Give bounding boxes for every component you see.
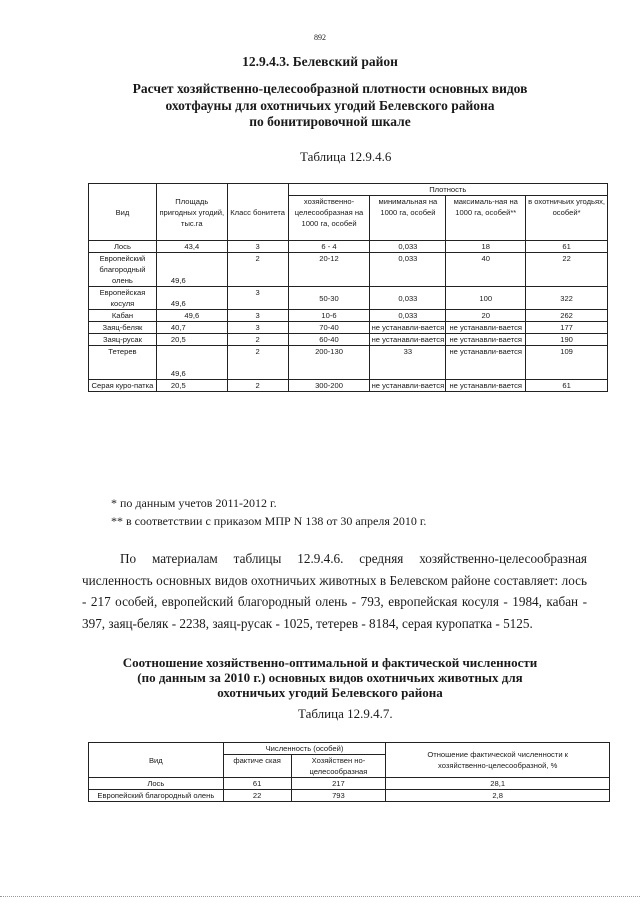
cell-max: не устанавли-вается <box>446 380 526 392</box>
table-row <box>89 334 608 346</box>
header-vid: Вид <box>89 184 157 241</box>
calc-title-line: охотфауны для охотничьих угодий Белевского района <box>165 97 495 113</box>
cell-econ: 300-200 <box>288 380 370 392</box>
cell-max: не устанавли-вается <box>446 346 526 380</box>
header-vid: Вид <box>89 743 224 778</box>
cell-max: 18 <box>446 241 526 253</box>
table-row <box>89 790 610 802</box>
cell-econ: 793 <box>291 790 386 802</box>
cell-vid: Лось <box>89 241 157 253</box>
cell-hunting: 109 <box>526 346 608 380</box>
cell-min: не устанавли-вается <box>371 381 445 390</box>
header-min: минимальная на 1000 га, особей <box>370 196 446 241</box>
cell-hunting: 61 <box>526 380 608 392</box>
table-header-row <box>89 743 610 755</box>
cell-class: 2 <box>227 380 288 392</box>
cell-class: 3 <box>227 322 288 334</box>
header-hunting: в охотничьих угодьях, особей* <box>526 196 608 241</box>
cell-vid: Европейская косуля <box>89 287 157 310</box>
cell-min: 0,033 <box>370 287 446 310</box>
cell-ratio: 28,1 <box>386 778 610 790</box>
cell-econ: 20-12 <box>288 253 370 287</box>
header-density: Плотность <box>288 184 607 196</box>
table1-caption: Таблица 12.9.4.6 <box>300 149 392 164</box>
header-area: Площадь пригодных угодий, тыс.га <box>156 184 227 241</box>
cell-ratio: 2,8 <box>386 790 610 802</box>
summary-paragraph <box>82 548 587 634</box>
header-count: Численность (особей) <box>223 743 386 755</box>
cell-max: 100 <box>446 287 526 310</box>
calc-title-line: Расчет хозяйственно-целесообразной плотности основных видов <box>132 81 528 96</box>
cell-vid: Кабан <box>89 310 157 322</box>
table-row <box>89 380 608 392</box>
page-number: 892 <box>314 33 326 42</box>
ratio-title-line: охотничьих угодий Белевского района <box>217 685 443 700</box>
header-econ: Хозяйствен но-целесообразная <box>291 755 386 778</box>
cell-max: 20 <box>446 310 526 322</box>
cell-econ: 10-6 <box>288 310 370 322</box>
cell-hunting: 190 <box>526 334 608 346</box>
cell-econ: 6 - 4 <box>288 241 370 253</box>
cell-hunting: 22 <box>526 253 608 287</box>
cell-vid: Тетерев <box>89 346 157 380</box>
cell-fact: 61 <box>223 778 291 790</box>
calc-title-line: по бонитировочной шкале <box>249 114 411 129</box>
header-ratio: Отношение фактической численности к хозяйственно-целесообразной, % <box>386 743 610 778</box>
cell-vid: Заяц-беляк <box>89 322 157 334</box>
cell-vid: Лось <box>89 778 224 790</box>
cell-min: 0,033 <box>370 241 446 253</box>
cell-area: 49,6 <box>156 287 227 310</box>
cell-econ: 70-40 <box>288 322 370 334</box>
ratio-title-line: Соотношение хозяйственно-оптимальной и фактической численности <box>122 655 538 670</box>
cell-class: 2 <box>227 334 288 346</box>
scan-edge-artifact <box>0 896 640 899</box>
cell-area: 49,6 <box>156 253 227 287</box>
table-header-row <box>89 184 608 196</box>
cell-econ: 50-30 <box>288 287 370 310</box>
cell-class: 3 <box>227 310 288 322</box>
cell-max: не устанавли-вается <box>446 334 526 346</box>
cell-area: 49,6 <box>156 346 227 380</box>
cell-hunting: 262 <box>526 310 608 322</box>
cell-max: 40 <box>446 253 526 287</box>
table-row <box>89 253 608 287</box>
cell-vid: Европейский благородный олень <box>89 790 224 802</box>
cell-econ: 60-40 <box>288 334 370 346</box>
cell-fact: 22 <box>223 790 291 802</box>
cell-area: 43,4 <box>156 241 227 253</box>
cell-class: 3 <box>227 241 288 253</box>
cell-econ: 217 <box>291 778 386 790</box>
table-row <box>89 322 608 334</box>
cell-area: 20,5 <box>156 380 227 392</box>
ratio-title <box>70 655 590 700</box>
cell-area: 49,6 <box>156 310 227 322</box>
cell-max: не устанавли-вается <box>446 322 526 334</box>
ratio-title-line: (по данным за 2010 г.) основных видов охотничьих животных для <box>137 670 523 685</box>
footnote: * по данным учетов 2011-2012 г. <box>111 496 277 510</box>
cell-hunting: 61 <box>526 241 608 253</box>
header-class: Класс бонитета <box>227 184 288 241</box>
cell-hunting: 322 <box>526 287 608 310</box>
cell-min: 0,033 <box>370 253 446 287</box>
cell-class: 2 <box>227 253 288 287</box>
cell-hunting: 177 <box>526 322 608 334</box>
header-fact: фактиче ская <box>223 755 291 778</box>
section-title: 12.9.4.3. Белевский район <box>242 54 398 69</box>
paragraph-text: По материалам таблицы 12.9.4.6. средняя хозяйственно-целесообразная численность основных видов охотничьих животных в Белевском районе составляет: лось - 217 особей, европейский благородный олень - 793, европейская косуля - 1984, кабан - 397, заяц-беляк - 2238, заяц-русак - 1025, тетерев - 8184, серая куропатка - 5125. <box>82 551 587 631</box>
cell-area: 20,5 <box>156 334 227 346</box>
cell-class: 2 <box>227 346 288 380</box>
table-row <box>89 241 608 253</box>
footnote: ** в соответствии с приказом МПР N 138 от 30 апреля 2010 г. <box>111 514 427 528</box>
table2-caption: Таблица 12.9.4.7. <box>298 706 393 721</box>
cell-area: 40,7 <box>156 322 227 334</box>
table-row <box>89 310 608 322</box>
cell-econ: 200-130 <box>288 346 370 380</box>
cell-min: не устанавли-вается <box>371 323 445 332</box>
table-row <box>89 778 610 790</box>
cell-min: 0,033 <box>370 310 446 322</box>
table-row <box>89 287 608 310</box>
header-max: максималь-ная на 1000 га, особей** <box>446 196 526 241</box>
cell-class: 3 <box>227 287 288 310</box>
cell-min: не устанавли-вается <box>371 335 445 344</box>
cell-min: 33 <box>370 346 446 380</box>
ratio-table <box>88 742 610 802</box>
cell-vid: Заяц-русак <box>89 334 157 346</box>
density-table <box>88 183 608 392</box>
cell-vid: Европейский благородный олень <box>89 253 157 287</box>
calculation-title <box>70 81 590 131</box>
cell-vid: Серая куро-патка <box>89 380 157 392</box>
header-econ: хозяйственно-целесообразная на 1000 га, особей <box>288 196 370 241</box>
table-row <box>89 346 608 380</box>
